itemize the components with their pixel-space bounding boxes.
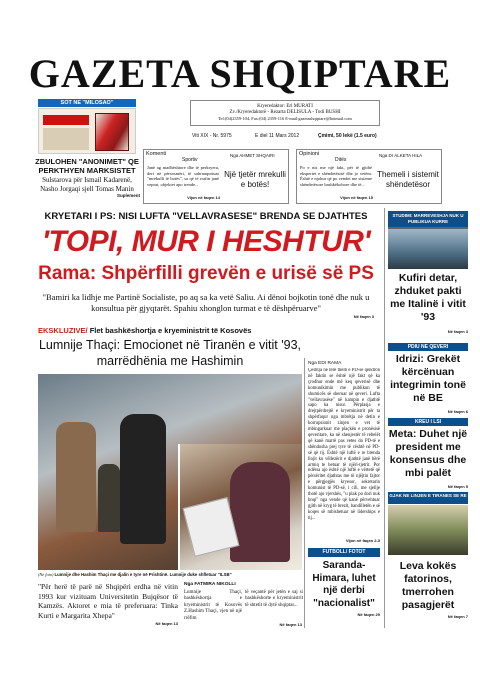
bottom-ref[interactable]: Në faqen 13 — [279, 622, 302, 627]
photo-person-left — [56, 422, 96, 532]
right-ref-4[interactable]: Në faqen 7 — [447, 614, 468, 619]
main-subhead[interactable]: Rama: Shpërfilli grevën e urisë së PS — [38, 263, 374, 284]
right-bar-3[interactable]: KREU I LSI — [388, 418, 468, 426]
side-text: Çështja në tërë thelb e PD-së qëndron në faktin se është një fakt që ka çrodhur ende më keq qeverisë dhe komunikimin me publikun të shumicës së sheruar në qeveri. Lufta "vellavrasëse" në kampin e djathtë sapo ka nisur. Përplasja e drejtpërdrejtë e kryeministrit për ta shpërfaqur nga mbrëtja në detin e korrupsionit zinjen e vet të mbingarkuar me plaçkën e pronësisë qeveritare, ka në shenjestër të rebelët që kanë marrë pas vetes do PD-të e shëndosha prej tyre të cështë në PD-së që tij. Është një luftë e re brenda llojit ku vëllezërit e djathtë janë bërë armiq te betuar të njëri-tjetrit. Por ndërsa ajo është një luftë e vërtetë që përsëritet djathtas me të njëjtin fajtor e përgjegjës kryesor, sekretarin komunist të PD-së, i cili, me sjellje thotë ajo vjershës, "u plak po dori nuk bnqi" nga vende që kanë përvehtuar gjith në kryg të brezit, bandilletën e së koqes së mbishetuar në liderships e tij... — [308, 368, 380, 521]
issue-date: E diel 11 Mars 2012 — [255, 133, 300, 139]
exclusive-tag: EKSKLUZIVE/ — [38, 326, 88, 335]
right-headline-2[interactable]: Idrizi: Grekët kërcënuan integrimin tonë në BE — [390, 353, 466, 404]
photo-inset — [178, 444, 302, 570]
bottom-author: Nga FATMIRA NIKOLLI — [184, 582, 236, 587]
right-image-4 — [388, 505, 468, 555]
opinioni-label: Opinioni — [299, 151, 320, 157]
opinioni-headline[interactable]: Themeli i sistemit shëndetësor — [377, 170, 439, 189]
editorial-line-1: Kryeredaktor: Erl MURATI — [257, 104, 313, 109]
sports-ref[interactable]: Në faqen 29 — [357, 612, 380, 617]
photo-inset-person — [230, 462, 290, 562]
promo-tag: Suplement — [116, 193, 140, 198]
sports-headline[interactable]: Saranda-Himara, luhet një derbi "nacionalist" — [312, 560, 376, 609]
main-ref[interactable]: Në faqen 3 — [353, 314, 374, 319]
exclusive-quote: "Për herë të parë në Shqipëri erdha në vitin 1993 kur vizituam Universitetin Bujqësor të Kamzës. Aktoret e mia të preferuara: Tinka Kurti e Margarita Xhepa" — [38, 582, 178, 620]
issue-price: Çmimi, 50 lekë (1.5 euro) — [318, 133, 377, 139]
book-icon — [95, 113, 129, 151]
bottom-col-2: të veçantë për jetën e saj si bashkëshorte e kryeministrit të shtetit të dytë shqiptar... — [245, 590, 303, 608]
opinioni-box[interactable] — [296, 149, 442, 204]
right-bar-1[interactable]: STUDIMI: MARREVESHJA NUK U PUBLIKUA KURRE — [388, 211, 468, 227]
masthead-title: GAZETA SHQIPTARE — [28, 51, 452, 96]
caption-tag: (Në foto) — [38, 572, 54, 577]
divider-right — [384, 208, 385, 628]
exclusive-ref[interactable]: Në faqen 13 — [155, 621, 178, 626]
right-ref-3[interactable]: Në faqen 5 — [447, 484, 468, 489]
photo-person-child — [98, 464, 120, 532]
caption-text: Lumnije dhe Hashim Thaçi me djalin e tyre në Prishtinë. Lumnije duke shfletuar "ILSB" — [54, 572, 232, 577]
main-headline[interactable]: 'TOPI, MUR I HESHTUR' — [41, 225, 371, 258]
main-quote: "Bamiri ka lidhje me Partinë Socialiste, po aq sa ka vetë Saliu. Ai dënoi bojkotin tonë dhe nuk u konsultua për gjyqtarët. Spahiu xhonglon turmat e të dëshpëruarve" — [42, 292, 370, 313]
right-ref-2[interactable]: Në faqen 6 — [447, 409, 468, 414]
main-kicker[interactable]: KRYETARI I PS: NISI LUFTA "VELLAVRASESE" BRENDA SE DJATHTES — [44, 211, 368, 222]
komenti-box[interactable] — [143, 149, 289, 204]
exclusive-photo[interactable] — [38, 374, 302, 570]
opinioni-ref[interactable]: Vijon në faqen 15 — [340, 195, 373, 200]
right-image-1 — [388, 229, 468, 269]
milosao-logo — [43, 115, 89, 125]
photo-caption — [38, 572, 302, 577]
promo-bar[interactable]: SOT NE "MILOSAO" — [38, 99, 136, 107]
komenti-author: Nga AHMET SHQAIRI — [230, 153, 275, 158]
komenti-label: Komenti — [146, 151, 167, 157]
komenti-section: Sportiv — [182, 157, 198, 163]
editorial-line-2: Zv./Kryeredaktorë - Rezarta DELISULA - Todi BUSHI — [229, 110, 341, 115]
divider-side — [304, 358, 305, 628]
side-ref[interactable]: Vijon në faqen 2-3 — [345, 538, 380, 543]
komenti-text: Janë ag madhështore dhe të perkryera, deri në përsosmëri, të sahruaqurtuar "mrekulli të botës", sa që të rrafin janë veprat, objektet apo trende... — [147, 165, 219, 187]
komenti-ref[interactable]: Vijon në faqen 14 — [187, 195, 220, 200]
opinioni-author: Nga Dr ALKETA HILA — [379, 153, 423, 158]
opinioni-text: Po e nis me një fakt, për të gjithë ekspertet e shëndetësisë dhe jo vetëm. Është e njohur që po vendet me sisteme shëndetësore bashkëkohore dhe të... — [300, 165, 372, 187]
opinioni-section: Ditës — [335, 157, 347, 163]
promo-headline[interactable]: ZBULOHEN "ANONIMET" QE PERKTHYEN MARKSISTET — [35, 157, 139, 175]
promo-sub: Sulstarova për Ismail Kadarenë, Nasho Jorgaqi sjell Tomas Manin — [40, 176, 134, 193]
right-headline-4[interactable]: Leva kokës fatorinos, tmerrohen pasagjerët — [399, 560, 457, 611]
right-headline-3[interactable]: Meta: Duhet një president me konsensus dhe mbi palët — [388, 428, 468, 479]
right-headline-1[interactable]: Kufiri detar, zhduket pakti me Italinë i vitit '93 — [390, 272, 466, 323]
milosao-image — [43, 128, 89, 150]
right-bar-2[interactable]: PDIU NE QEVERI — [388, 343, 468, 351]
exclusive-kicker: Flet bashkëshortja e kryeministrit të Kosovës — [89, 326, 252, 335]
exclusive-headline[interactable]: Lumnije Thaçi: Emocionet në Tiranën e vitit '93, marrëdhënia me Hashimin — [38, 338, 302, 368]
right-ref-1[interactable]: Në faqen 3 — [447, 329, 468, 334]
sports-bar[interactable]: FUTBOLL/ FOTOT — [308, 548, 380, 557]
right-bar-4[interactable]: GJAK NE LINJEN E TIRANES SE RE — [388, 492, 468, 504]
editorial-line-3: Tel:(04)2359-104, Fax:(04) 2359-116 E-mail:gazetashqiptare@hotmail.com — [218, 116, 352, 121]
promo-image — [38, 108, 136, 154]
issue-volume: Viti XIX - Nr. 5975 — [192, 133, 232, 139]
bottom-col-1: Lumnije Thaçi, bashkëshortja e kryeministrit të Kosovës Z.Hashim Thaçi, vjen në një rrëfim — [184, 590, 242, 621]
side-author: Nga EDI RAMA — [308, 361, 342, 366]
editorial-box — [190, 100, 380, 126]
komenti-headline[interactable]: Një tjetër mrekulli e botës! — [224, 170, 286, 189]
photo-person-center — [120, 414, 166, 544]
exclusive-kicker-line[interactable] — [38, 326, 338, 336]
